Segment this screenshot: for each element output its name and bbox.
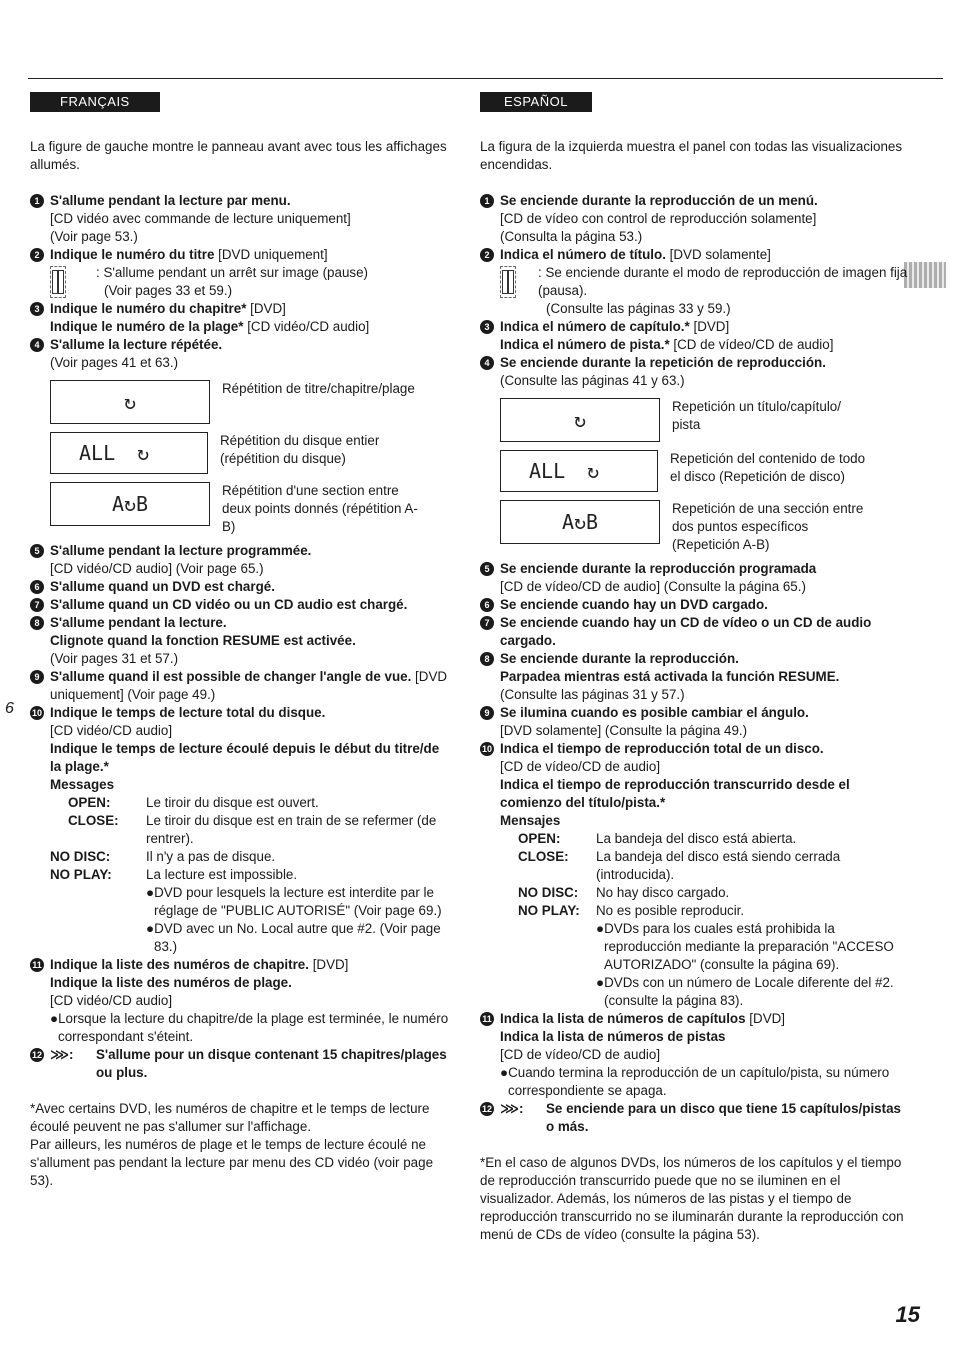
item-number-badge: 11 (30, 958, 44, 972)
item-detail: (Consulta la página 53.) (500, 229, 643, 244)
message-row (518, 884, 910, 902)
item-number-badge: 11 (480, 1012, 494, 1026)
message-bullet: ●DVD pour lesquels la lecture est interdite par le réglage de "PUBLIC AUTORISÉ" (Voir page 69.) (146, 885, 442, 918)
item-9 (30, 668, 450, 704)
item-title-2: Indique le temps de lecture écoulé depuis le début du titre/de la plage.* (50, 741, 440, 774)
item-number-badge: 2 (480, 248, 494, 262)
item-detail: [CD de vídeo/CD de audio] (669, 337, 834, 352)
message-row (518, 902, 910, 920)
item-detail: [DVD uniquement] (Voir page 49.) (50, 669, 448, 702)
message-value: No es posible reproducir. (596, 903, 745, 918)
message-value: Le tiroir du disque est ouvert. (146, 795, 319, 810)
item-detail: [DVD] (246, 301, 286, 316)
display-text: A↻B (561, 510, 599, 534)
item-number-badge: 3 (30, 302, 44, 316)
item-detail: (Voir pages 31 et 57.) (50, 651, 179, 666)
message-key: OPEN: (518, 831, 561, 846)
item-6 (30, 578, 450, 596)
language-header-spanish: ESPAÑOL (480, 92, 592, 112)
item-detail: [CD de vídeo/CD de audio] (Consulte la página 65.) (500, 579, 806, 594)
repeat-mode-row (500, 500, 910, 554)
item-title: S'allume la lecture répétée. (50, 337, 223, 352)
item-11 (30, 956, 450, 1046)
intro-text: La figura de la izquierda muestra el panel con todas las visualizaciones encendidas. (480, 139, 903, 172)
item-3 (480, 318, 910, 354)
pause-note-text: : S'allume pendant un arrêt sur image (pause) (96, 265, 369, 280)
message-key: CLOSE: (68, 813, 119, 828)
item-8 (480, 650, 910, 704)
item-title: S'allume pour un disque contenant 15 chapitres/plages ou plus. (96, 1047, 447, 1080)
item-number-badge: 1 (30, 194, 44, 208)
item-7 (30, 596, 450, 614)
display-panel (500, 450, 658, 492)
item-title: Se enciende durante la repetición de reproducción. (500, 355, 826, 370)
item-number-badge: 9 (30, 670, 44, 684)
item-number-badge: 6 (480, 598, 494, 612)
item-title: S'allume pendant la lecture. (50, 615, 227, 630)
item-number-badge: 10 (481, 744, 492, 754)
item-5 (480, 560, 910, 596)
item-12 (30, 1046, 450, 1082)
item-number-badge: 3 (480, 320, 494, 334)
item-title: Indica el tiempo de reproducción total de un disco. (500, 741, 824, 756)
item-title-2: Indica el número de pista.* (500, 337, 670, 352)
top-rule (28, 78, 943, 79)
item-number-badge: 6 (30, 580, 44, 594)
messages-heading: Messages (50, 777, 115, 792)
repeat-mode-row (500, 398, 910, 442)
message-value: Le tiroir du disque est en train de se refermer (de rentrer). (146, 813, 437, 846)
item-title: Indica el número de capítulo.* (500, 319, 690, 334)
item-8 (30, 614, 450, 668)
message-bullet: ●DVD avec un No. Local autre que #2. (Voir page 83.) (146, 921, 441, 954)
item-number-badge: 2 (30, 248, 44, 262)
message-row (50, 848, 450, 866)
pause-indicator-icon (500, 266, 516, 298)
item-7 (480, 614, 910, 650)
item-2 (480, 246, 910, 264)
item-detail: [DVD] (308, 957, 349, 972)
display-panel (500, 398, 660, 442)
display-panel (50, 482, 210, 526)
item-detail: [CD vidéo avec commande de lecture uniquement] (50, 211, 351, 226)
messages-heading: Mensajes (500, 813, 561, 828)
language-header-french: FRANÇAIS (30, 92, 160, 112)
messages-list (30, 794, 450, 956)
display-panel (500, 500, 660, 544)
repeat-mode-row (500, 450, 910, 492)
item-detail: [DVD] (689, 319, 730, 334)
repeat-mode-description: Repetición de una sección entre dos puntos específicos (Repetición A-B) (672, 501, 864, 552)
item-title: S'allume pendant la lecture programmée. (50, 543, 312, 558)
item-title: Se enciende para un disco que tiene 15 capítulos/pistas o más. (546, 1101, 901, 1134)
item-detail: [CD de vídeo/CD de audio] (500, 759, 661, 774)
item-detail: [CD vidéo/CD audio] (50, 723, 173, 738)
repeat-mode-description: Repetición un título/capítulo/ pista (672, 399, 841, 432)
message-row (50, 866, 450, 884)
item-number-badge: 1 (480, 194, 494, 208)
item-detail: [CD vidéo/CD audio] (243, 319, 370, 334)
item-title: Indique le temps de lecture total du disque. (50, 705, 326, 720)
repeat-mode-description: Repetición del contenido de todo el disco (Repetición de disco) (670, 451, 866, 484)
item-title-2: Indica el tiempo de reproducción transcurrido desde el comienzo del título/pista.* (500, 777, 850, 810)
item-title-2: Indique le numéro de la plage* (50, 319, 244, 334)
display-text: ALL (529, 459, 566, 483)
item-title-2: Parpadea mientras está activada la función RESUME. (500, 669, 840, 684)
item-detail: (Voir pages 41 et 63.) (50, 355, 179, 370)
item-title: Indique le numéro du titre (50, 247, 215, 262)
item-number-badge: 9 (480, 706, 494, 720)
item-title: Se enciende cuando hay un CD de vídeo o un CD de audio cargado. (500, 615, 872, 648)
item-number-badge: 12 (31, 1050, 42, 1060)
message-bullet: ●DVDs con un número de Locale diferente del #2. (consulte la página 83). (596, 975, 894, 1008)
item-number-badge: 5 (480, 562, 494, 576)
item-10 (480, 740, 910, 830)
item-title: Se enciende cuando hay un DVD cargado. (500, 597, 768, 612)
message-value: Il n'y a pas de disque. (146, 849, 276, 864)
item-title: Se enciende durante la reproducción de un menú. (500, 193, 818, 208)
item-bullet: ●Cuando termina la reproducción de un capítulo/pista, su número correspondiente se apaga. (500, 1065, 890, 1098)
item-number-badge: 12 (481, 1104, 492, 1114)
multi-disc-icon: ⋙: (50, 1047, 74, 1062)
multi-disc-icon: ⋙: (500, 1101, 524, 1116)
item-10 (30, 704, 450, 794)
message-row (68, 794, 450, 812)
item-title: Se ilumina cuando es posible cambiar el ángulo. (500, 705, 809, 720)
item-number-badge: 7 (480, 616, 494, 630)
pause-note (480, 264, 910, 318)
repeat-mode-description: Répétition de titre/chapitre/plage (222, 381, 415, 396)
repeat-icon: ↻ (123, 390, 137, 414)
display-panel (50, 380, 210, 424)
intro-text: La figure de gauche montre le panneau avant avec tous les affichages allumés. (30, 139, 447, 172)
item-number-badge: 4 (30, 338, 44, 352)
pause-note-ref: (Voir pages 33 et 59.) (104, 283, 233, 298)
message-row (518, 848, 910, 884)
repeat-icon: ↻ (573, 408, 587, 432)
item-number-badge: 8 (480, 652, 494, 666)
item-detail: [DVD] (745, 1011, 786, 1026)
message-row (68, 812, 450, 848)
item-title-2: Indica la lista de números de pistas (500, 1029, 726, 1044)
spanish-column (480, 92, 910, 1244)
item-1 (480, 192, 910, 246)
pause-note-text: : Se enciende durante el modo de reproducción de imagen fija (pausa). (538, 265, 908, 298)
item-title: S'allume quand un CD vidéo ou un CD audio est chargé. (50, 597, 408, 612)
page-number: 15 (895, 1302, 920, 1327)
message-value: La bandeja del disco está siendo cerrada (introducida). (596, 849, 841, 882)
item-detail: [CD de vídeo/CD de audio] (500, 1047, 661, 1062)
item-3 (30, 300, 450, 336)
repeat-mode-row (50, 482, 450, 536)
repeat-mode-description: Répétition du disque entier (répétition du disque) (220, 433, 380, 466)
item-12 (480, 1100, 910, 1136)
item-5 (30, 542, 450, 578)
item-title-2: Clignote quand la fonction RESUME est activée. (50, 633, 356, 648)
message-key: NO DISC: (50, 849, 111, 864)
margin-handwritten-mark: 6 (5, 700, 14, 717)
item-title: S'allume quand un DVD est chargé. (50, 579, 275, 594)
item-number-badge: 5 (30, 544, 44, 558)
item-detail: [DVD uniquement] (214, 247, 328, 262)
item-4 (30, 336, 450, 372)
item-detail: (Consulte las páginas 31 y 57.) (500, 687, 685, 702)
display-text: ALL (79, 441, 116, 465)
repeat-icon: ↻ (587, 459, 600, 483)
edge-tab-marker (904, 262, 946, 288)
item-9 (480, 704, 910, 740)
message-key: OPEN: (68, 795, 111, 810)
display-text: A↻B (111, 492, 149, 516)
item-title: Se enciende durante la reproducción. (500, 651, 739, 666)
french-column (30, 92, 450, 1190)
footnote: *Avec certains DVD, les numéros de chapitre et le temps de lecture écoulé peuvent ne pas s'allumer sur l'affichage. (30, 1101, 430, 1134)
item-detail: [CD vidéo/CD audio] (50, 993, 173, 1008)
message-key: NO PLAY: (518, 903, 580, 918)
item-number-badge: 4 (480, 356, 494, 370)
item-title: S'allume quand il est possible de changer l'angle de vue. (50, 669, 412, 684)
message-key: CLOSE: (518, 849, 569, 864)
repeat-mode-description: Répétition d'une section entre deux points donnés (répétition A-B) (222, 483, 418, 534)
item-number-badge: 10 (31, 708, 42, 718)
message-key: NO PLAY: (50, 867, 112, 882)
item-title: Indique le numéro du chapitre* (50, 301, 247, 316)
message-value: La lecture est impossible. (146, 867, 298, 882)
item-number-badge: 7 (30, 598, 44, 612)
message-bullet: ●DVDs para los cuales está prohibida la reproducción mediante la preparación "ACCESO AUTORIZADO" (consulte la página 69). (596, 921, 894, 972)
display-panel (50, 432, 208, 474)
footnote: Par ailleurs, les numéros de plage et le temps de lecture écoulé ne s'allument pas pendant la lecture par menu des CD vidéo (voir page 53). (30, 1137, 434, 1188)
message-value: La bandeja del disco está abierta. (596, 831, 797, 846)
item-6 (480, 596, 910, 614)
footnote: *En el caso de algunos DVDs, los números de los capítulos y el tiempo de reproducción transcurrido puede que no se iluminen en el visualizador. Además, los números de las pistas y el tiempo de reproducción transcurrido no se iluminarán durante la reproducción con menú de CDs de vídeo (consulte la página 53). (480, 1155, 904, 1242)
item-number-badge: 8 (30, 616, 44, 630)
pause-note-ref: (Consulte las páginas 33 y 59.) (546, 301, 731, 316)
item-title: Se enciende durante la reproducción programada (500, 561, 817, 576)
item-title: Indica la lista de números de capítulos (500, 1011, 746, 1026)
item-4 (480, 354, 910, 390)
item-detail: [DVD solamente] (665, 247, 771, 262)
item-title: Indica el número de título. (500, 247, 666, 262)
item-title: S'allume pendant la lecture par menu. (50, 193, 291, 208)
item-detail: (Consulte las páginas 41 y 63.) (500, 373, 685, 388)
message-key: NO DISC: (518, 885, 579, 900)
item-bullet: ●Lorsque la lecture du chapitre/de la plage est terminée, le numéro correspondant s'éteint. (50, 1011, 449, 1044)
messages-list (480, 830, 910, 1010)
item-2 (30, 246, 450, 264)
repeat-icon: ↻ (137, 441, 150, 465)
pause-note (30, 264, 450, 300)
item-detail: [CD de vídeo con control de reproducción solamente] (500, 211, 817, 226)
item-detail: (Voir page 53.) (50, 229, 138, 244)
item-1 (30, 192, 450, 246)
item-detail: [CD vidéo/CD audio] (Voir page 65.) (50, 561, 264, 576)
item-detail: [DVD solamente] (Consulte la página 49.) (500, 723, 748, 738)
pause-indicator-icon (50, 266, 66, 298)
repeat-mode-row (50, 380, 450, 424)
repeat-mode-row (50, 432, 450, 474)
item-title: Indique la liste des numéros de chapitre. (50, 957, 309, 972)
item-title-2: Indique la liste des numéros de plage. (50, 975, 292, 990)
item-11 (480, 1010, 910, 1100)
message-row (518, 830, 910, 848)
message-value: No hay disco cargado. (596, 885, 730, 900)
